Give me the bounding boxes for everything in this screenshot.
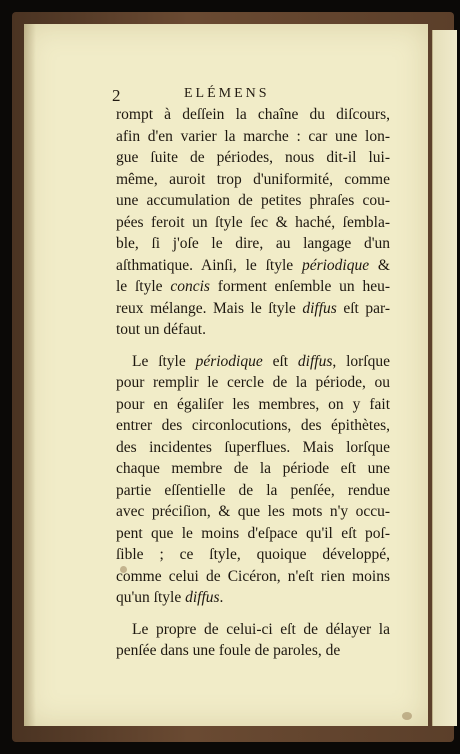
italic-term: diffus	[185, 589, 220, 606]
text-line	[116, 437, 390, 459]
text-segment: pour en égaliſer les membres, on y fait	[116, 395, 390, 413]
text-line	[116, 523, 390, 545]
text-segment: Le propre de celui-ci eſt de délayer la	[132, 620, 390, 638]
text-segment: chaque membre de la période eſt une	[116, 460, 390, 477]
text-segment: &	[369, 256, 390, 274]
text-line	[116, 566, 390, 588]
text-segment: gue ſuite de périodes, nous dit-il lui-	[116, 149, 390, 166]
text-segment: comme celui de Cicéron, n'eſt rien moins	[116, 567, 390, 585]
italic-term: concis	[170, 278, 210, 295]
text-line	[116, 319, 390, 341]
italic-term: périodique	[301, 256, 370, 274]
text-line	[116, 190, 390, 212]
text-segment: tout un défaut.	[116, 321, 206, 338]
text-segment: avec préciſion, & que les mots n'y occu-	[116, 503, 390, 520]
text-segment: pées feroit un ſtyle ſec & haché, ſembla-	[116, 213, 390, 231]
facing-page-edge	[432, 30, 457, 726]
text-line	[116, 372, 390, 394]
text-line	[116, 298, 390, 320]
text-line	[116, 126, 390, 148]
paragraph-gap	[116, 609, 390, 619]
text-segment: pour remplir le cercle de la période, ou	[116, 374, 390, 391]
text-segment: eſt par-	[336, 299, 391, 317]
text-line	[116, 480, 390, 502]
text-line	[116, 147, 390, 169]
text-segment: le ſtyle	[116, 278, 171, 295]
foxing-spot	[120, 566, 127, 573]
text-segment: entrer des circonlocutions, des épithètes,	[116, 417, 390, 434]
text-segment: ſible ; ce ſtyle, quoique développé,	[116, 546, 390, 563]
paragraph-gap	[116, 341, 390, 351]
text-line	[116, 619, 390, 641]
text-line	[116, 212, 390, 234]
text-line	[116, 415, 390, 437]
page-gutter-shadow	[24, 24, 36, 726]
text-line	[116, 169, 390, 191]
text-line	[116, 640, 390, 662]
text-segment: Le ſtyle	[132, 352, 196, 370]
text-line	[116, 544, 390, 566]
text-segment: aſthmatique. Ainſi, le ſtyle	[116, 256, 302, 274]
text-segment: rompt à deſſein la chaîne du diſcours,	[116, 106, 390, 123]
text-segment: une accumulation de petites phraſes cou-	[116, 192, 390, 209]
text-line	[116, 276, 390, 298]
text-segment: des incidentes ſuperflues. Mais lorſque	[116, 438, 390, 456]
body-text	[116, 104, 390, 662]
text-segment: reux mélange. Mais le ſtyle	[116, 299, 303, 317]
text-line	[116, 351, 390, 373]
text-line	[116, 587, 390, 609]
text-line	[116, 104, 390, 126]
text-segment: penſée dans une foule de paroles, de	[116, 642, 341, 659]
text-line	[116, 501, 390, 523]
text-segment: pent que le moins d'eſpace qu'il eſt poſ-	[116, 524, 390, 542]
text-segment: afin d'en varier la marche : car une lon-	[116, 127, 390, 145]
italic-term: périodique	[195, 352, 263, 370]
text-segment: forment enſemble un heu-	[209, 278, 390, 295]
text-segment: .	[219, 589, 224, 606]
text-segment: ble, ſi j'oſe le dire, au langage d'un	[116, 235, 390, 252]
text-segment: même, auroit trop d'uniformité, comme	[116, 170, 390, 188]
text-segment: eſt	[262, 352, 298, 370]
running-head: ELÉMENS	[184, 86, 270, 101]
text-segment: partie eſſentielle de la penſée, rendue	[116, 481, 390, 499]
text-line	[116, 255, 390, 277]
text-line	[116, 233, 390, 255]
italic-term: diffus	[302, 299, 337, 317]
foxing-spot	[402, 712, 412, 720]
text-line	[116, 394, 390, 416]
text-segment: , lorſque	[332, 352, 390, 370]
text-line	[116, 458, 390, 480]
italic-term: diffus	[297, 352, 333, 370]
text-segment: qu'un ſtyle	[116, 589, 186, 606]
page-number: 2	[112, 86, 121, 105]
